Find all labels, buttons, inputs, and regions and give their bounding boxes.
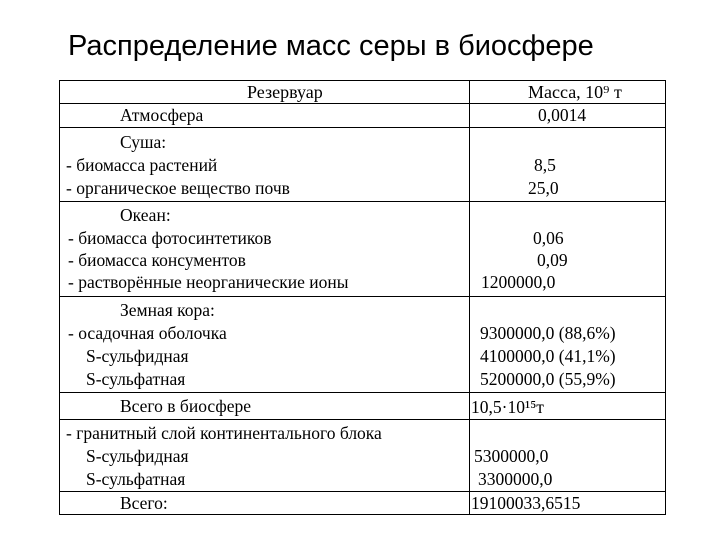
atmosphere-label: Атмосфера [120,105,204,125]
ocean-item-value: 0,09 [537,250,568,270]
table-row-land [60,128,665,202]
granite-item-value: 3300000,0 [478,469,553,489]
header-reservoir: Резервуар [247,82,323,102]
table-row-grand-total [60,492,665,514]
crust-heading: Земная кора: [120,300,215,320]
granite-item-value: 5300000,0 [474,446,549,466]
granite-item-label: S-сульфатная [86,469,186,489]
table-row-granite [60,420,665,492]
crust-item-value: 5200000,0 (55,9%) [480,369,616,389]
header-mass: Масса, 10⁹ т [528,82,622,102]
table-row-biosphere-total [60,393,665,420]
grand-total-value: 19100033,6515 [471,493,581,513]
granite-item-label: - гранитный слой континентального блока [66,423,382,443]
crust-item-value: 9300000,0 (88,6%) [480,323,616,343]
table-row-crust [60,297,665,393]
crust-item-label: - осадочная оболочка [68,323,227,343]
ocean-item-label: - растворённые неорганические ионы [68,272,349,292]
land-item-value: 25,0 [528,178,559,198]
crust-item-label: S-сульфидная [86,346,189,366]
grand-total-label: Всего: [120,493,168,513]
land-item-value: 8,5 [534,155,556,175]
ocean-item-value: 1200000,0 [481,272,556,292]
land-item-label: - органическое вещество почв [66,178,290,198]
crust-item-value: 4100000,0 (41,1%) [480,346,616,366]
ocean-item-label: - биомасса фотосинтетиков [68,228,272,248]
land-heading: Суша: [120,132,167,152]
granite-item-label: S-сульфидная [86,446,189,466]
table-row-atmosphere [60,104,665,128]
crust-item-label: S-сульфатная [86,369,186,389]
sulfur-mass-table [59,80,666,515]
biosphere-total-value: 10,5·10¹⁵т [471,397,544,417]
table-header-row [60,81,665,104]
biosphere-total-label: Всего в биосфере [120,396,251,416]
land-item-label: - биомасса растений [66,155,218,175]
ocean-heading: Океан: [120,205,171,225]
ocean-item-label: - биомасса консументов [68,250,246,270]
table-row-ocean [60,202,665,297]
atmosphere-value: 0,0014 [538,105,587,125]
ocean-item-value: 0,06 [533,228,564,248]
slide-title: Распределение масс серы в биосфере [68,30,594,62]
